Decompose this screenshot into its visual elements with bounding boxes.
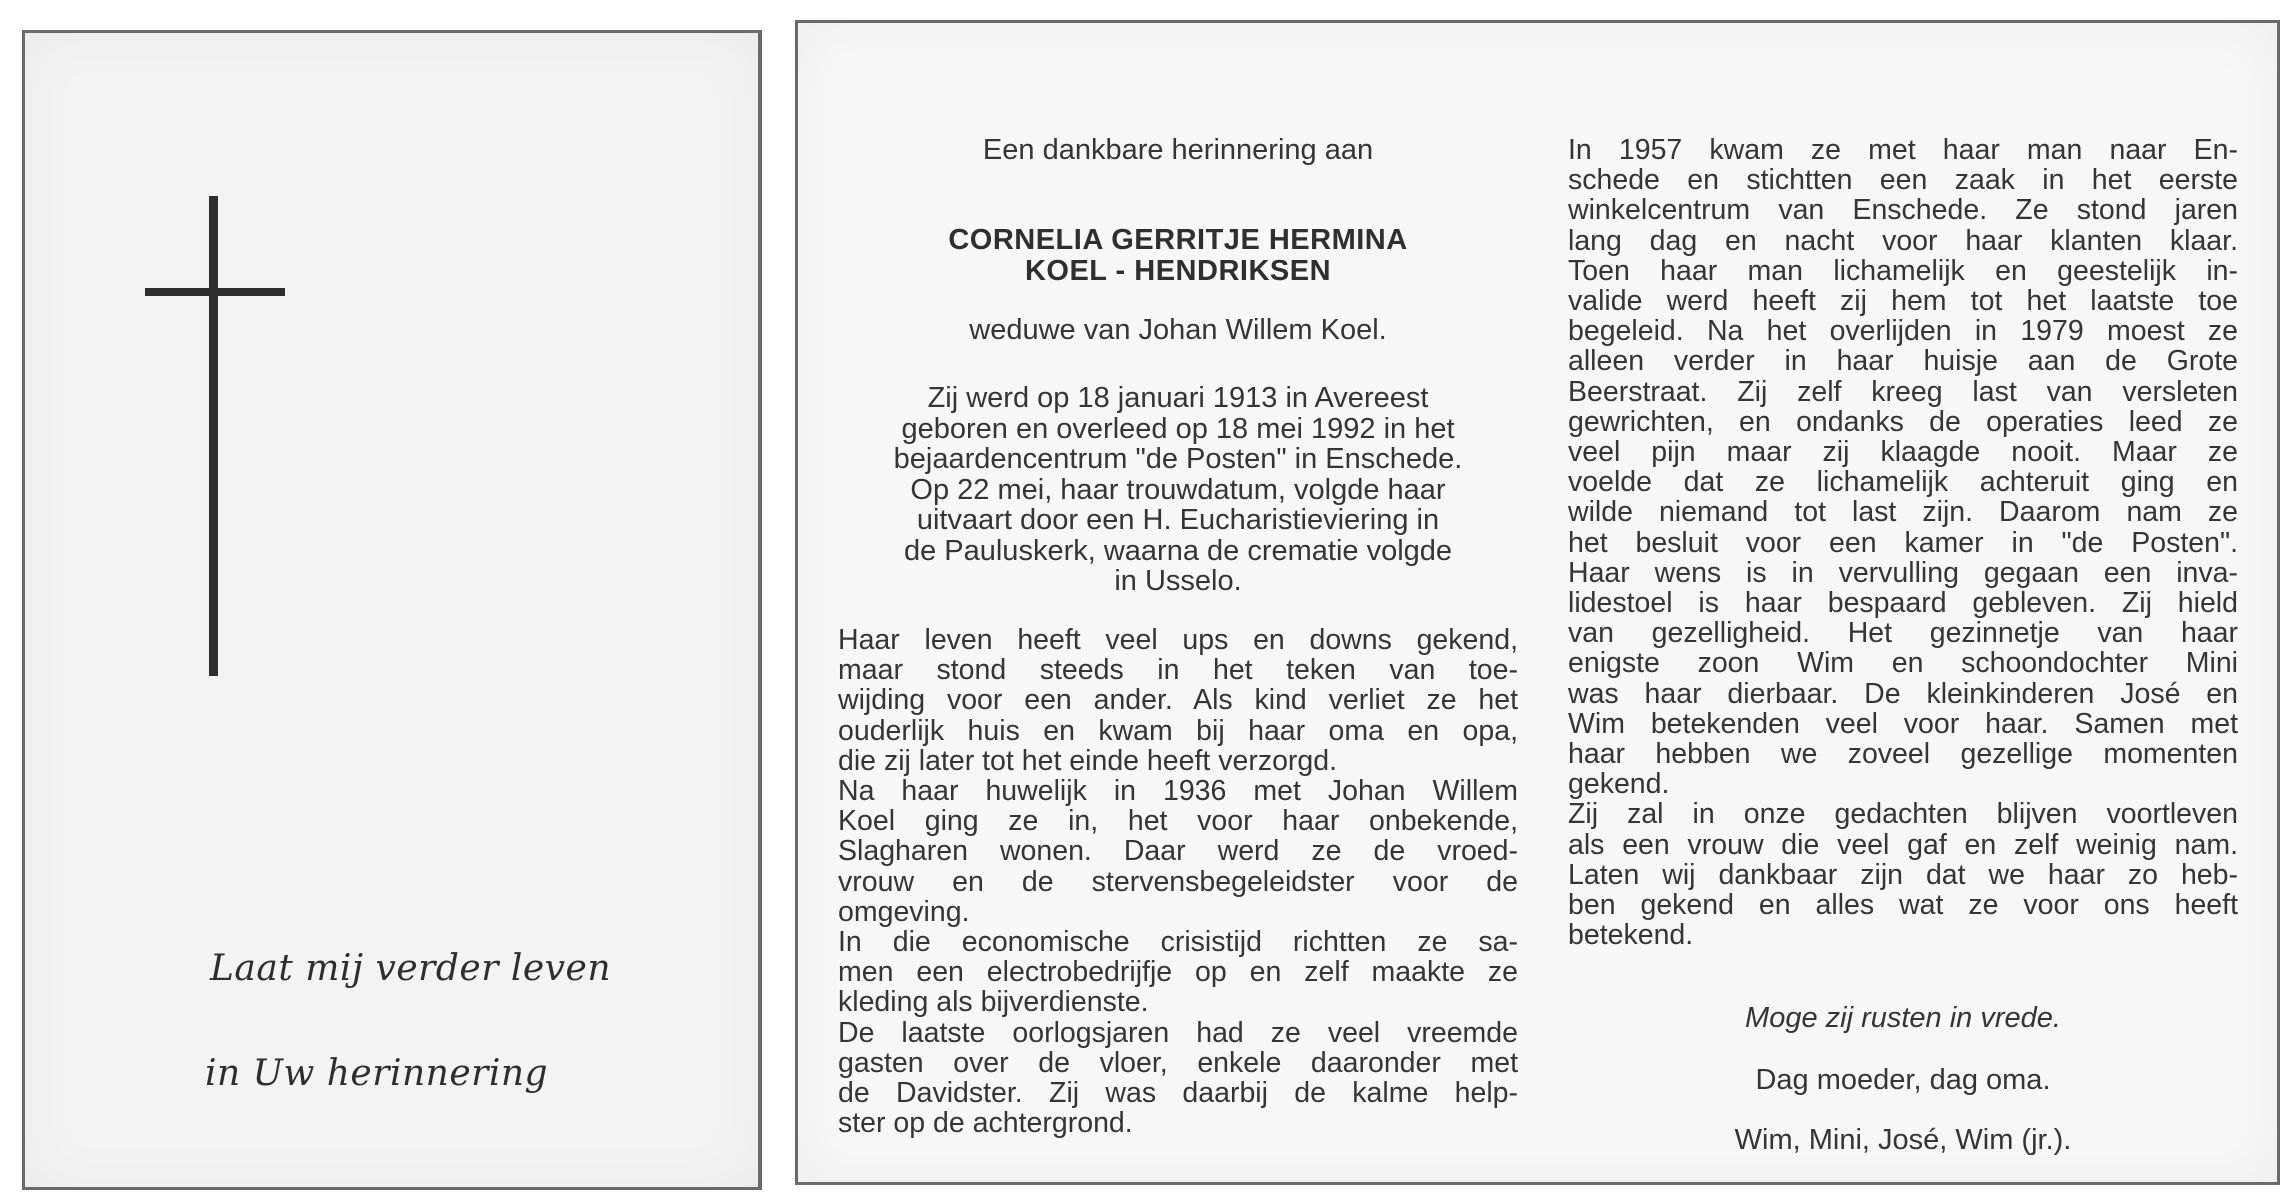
front-card [22,30,762,1190]
text-line: bejaardencentrum "de Posten" in Enschede. [893,443,1463,475]
text-line: de Pauluskerk, waarna de crematie volgde [903,534,1453,567]
text-line: die zij later tot het einde heeft verzorgd. [838,744,1338,777]
text-line: winkelcentrum van Enschede. Ze stond jaren [1568,194,2238,227]
text-line: kleding als bijverdienste. [838,986,1149,1019]
text-line: Wim betekenden veel voor haar. Samen met [1568,707,2238,740]
deceased-name-line-1: CORNELIA GERRITJE HERMINA [948,224,1408,256]
widow-line: weduwe van Johan Willem Koel. [969,314,1387,346]
deceased-name-line-2: KOEL - HENDRIKSEN [1024,255,1332,287]
text-line: Slagharen wonen. Daar werd ze de vroed- [838,835,1518,868]
text-line: betekend. [1568,919,1694,952]
inner-card [795,20,2280,1185]
text-line: gekend. [1568,768,1670,801]
farewell-line: Dag moeder, dag oma. [1755,1064,2051,1096]
text-line: Laten wij dankbaar zijn dat we haar zo heb- [1568,858,2238,891]
text-line: Toen haar man lichamelijk en geestelijk in- [1568,254,2238,287]
closing-prayer: Moge zij rusten in vrede. [1745,1002,2061,1034]
text-line: ouderlijk huis en kwam bij haar oma en opa, [838,714,1518,747]
intro-line: Een dankbare herinnering aan [982,134,1374,166]
text-line: Haar leven heeft veel ups en downs gekend, [838,624,1518,656]
text-line: ster op de achtergrond. [838,1107,1133,1140]
text-line: maar stond steeds in het teken van toe- [838,654,1518,687]
text-line: Na haar huwelijk in 1936 met Johan Willem [838,775,1518,807]
text-line: Koel ging ze in, het voor haar onbekende, [838,805,1518,838]
cross-icon [209,196,218,676]
text-line: omgeving. [838,895,970,928]
text-line: alleen verder in haar huisje aan de Grote [1568,345,2238,378]
text-line: de Davidster. Zij was daarbij de kalme help- [838,1077,1518,1109]
text-line: enigste zoon Wim en schoondochter Mini [1568,647,2238,680]
text-line: Zij werd op 18 januari 1913 in Avereest [927,382,1429,414]
text-line: uitvaart door een H. Eucharistieviering in [916,504,1440,536]
text-line: gasten over de vloer, enkele daaronder met [838,1046,1518,1079]
text-line: wilde niemand tot last zijn. Daarom nam ze [1568,496,2238,529]
text-line: in Usselo. [1114,565,1242,597]
text-line: Beerstraat. Zij zelf kreeg last van versleten [1568,375,2238,408]
cross-icon-bar [145,288,285,296]
text-line: gewrichten, en ondanks de operaties leed ze [1568,405,2238,438]
text-line: begeleid. Na het overlijden in 1979 moest ze [1568,315,2238,348]
text-line: haar hebben we zoveel gezellige momenten [1568,738,2238,770]
text-line: ben gekend en alles wat ze voor ons heeft [1568,889,2238,921]
text-line: was haar dierbaar. De kleinkinderen José en [1568,677,2238,710]
verse-line-2: in Uw herinnering [205,1053,549,1094]
text-line: In die economische crisistijd richtten ze sa- [838,926,1518,958]
text-line: Haar wens is in vervulling gegaan een inva- [1568,556,2238,589]
text-line: veel pijn maar zij klaagde nooit. Maar ze [1568,436,2238,468]
text-line: In 1957 kwam ze met haar man naar En- [1568,134,2238,166]
text-line: valide werd heeft zij hem tot het laatste toe [1568,285,2238,317]
text-line: het besluit voor een kamer in "de Posten". [1568,526,2238,559]
signatures-line: Wim, Mini, José, Wim (jr.). [1734,1124,2072,1156]
text-line: De laatste oorlogsjaren had ze veel vreemde [838,1016,1518,1049]
text-line: lang dag en nacht voor haar klanten klaar. [1568,224,2238,257]
text-line: voelde dat ze lichamelijk achteruit ging en [1568,466,2238,499]
text-line: van gezelligheid. Het gezinnetje van haar [1568,617,2238,650]
text-line: wijding voor een ander. Als kind verliet ze het [838,684,1518,717]
text-line: als een vrouw die veel gaf en zelf weinig nam. [1568,828,2238,861]
text-line: Op 22 mei, haar trouwdatum, volgde haar [910,473,1446,506]
text-line: men een electrobedrijfje op en zelf maakte ze [838,956,1518,989]
text-line: lidestoel is haar bespaard gebleven. Zij hield [1568,587,2238,619]
text-line: Zij zal in onze gedachten blijven voortleven [1568,798,2238,831]
text-line: geboren en overleed op 18 mei 1992 in het [901,412,1455,445]
verse-line-1: Laat mij verder leven [210,948,611,989]
text-line: vrouw en de stervensbegeleidster voor de [838,865,1518,898]
text-line: schede en stichtten een zaak in het eerste [1568,164,2238,197]
